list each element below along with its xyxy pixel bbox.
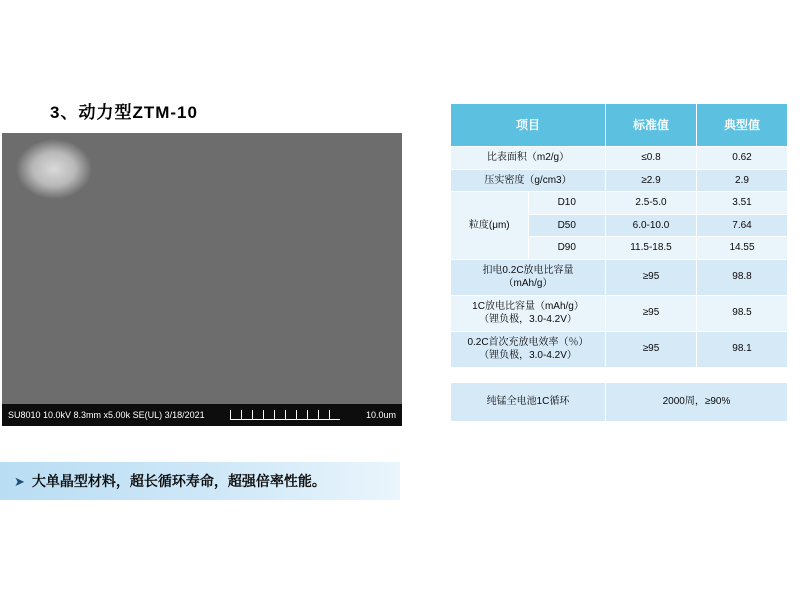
cell-name: 纯锰全电池1C循环 [451, 382, 606, 421]
cell-typical: 2.9 [697, 169, 788, 192]
cell-name-line2: （mAh/g） [503, 278, 553, 289]
cell-name-line1: 0.2C首次充放电效率（％） [467, 336, 589, 348]
cell-name: 比表面积（m2/g） [451, 147, 606, 170]
spec-table [450, 103, 788, 422]
spec-table-body [451, 147, 788, 422]
sem-micrograph-image [2, 133, 402, 426]
table-row [451, 295, 788, 331]
cell-value: 2000周，≥90% [606, 382, 788, 421]
table-header-row [451, 104, 788, 147]
highlight-callout-text: 大单晶型材料，超长循环寿命，超强倍率性能。 [31, 473, 326, 489]
cell-standard: ≥95 [606, 259, 697, 295]
page-title: 3、动力型ZTM-10 [50, 103, 198, 122]
col-header-typical: 典型值 [697, 104, 788, 147]
cell-standard: ≤0.8 [606, 147, 697, 170]
table-row [451, 169, 788, 192]
cell-name [451, 259, 606, 295]
cell-typical: 3.51 [697, 192, 788, 215]
sem-info-bar [2, 404, 402, 426]
table-row [451, 147, 788, 170]
cell-standard: ≥95 [606, 331, 697, 367]
cell-standard: ≥2.9 [606, 169, 697, 192]
sem-scale-label: 10.0um [365, 410, 396, 420]
cell-name-line2: （锂负极，3.0-4.2V） [479, 350, 577, 361]
cell-name [451, 331, 606, 367]
cell-name-line1: 扣电0.2C放电比容量 [482, 264, 574, 276]
cell-standard: 6.0-10.0 [606, 214, 697, 237]
cell-standard: ≥95 [606, 295, 697, 331]
left-column [0, 98, 410, 426]
table-spacer-row [451, 367, 788, 382]
spec-table-container [450, 103, 773, 422]
col-header-item: 项目 [451, 104, 606, 147]
spec-table-head [451, 104, 788, 147]
table-row-cycle [451, 382, 788, 421]
cell-sub-d50: D50 [528, 214, 606, 237]
spacer-cell [451, 367, 788, 382]
cell-sub-d90: D90 [528, 237, 606, 260]
cell-name-line1: 1C放电比容量（mAh/g） [472, 300, 584, 312]
table-row [451, 192, 788, 215]
col-header-standard: 标准值 [606, 104, 697, 147]
table-row [451, 331, 788, 367]
cell-name [451, 295, 606, 331]
cell-typical: 98.5 [697, 295, 788, 331]
cell-group-particle-size: 粒度(μm) [451, 192, 529, 260]
scale-ruler-icon [230, 410, 340, 420]
cell-typical: 7.64 [697, 214, 788, 237]
cell-typical: 98.8 [697, 259, 788, 295]
sem-info-text: SU8010 10.0kV 8.3mm x5.00k SE(UL) 3/18/2021 [8, 410, 205, 420]
cell-standard: 2.5-5.0 [606, 192, 697, 215]
cell-typical: 98.1 [697, 331, 788, 367]
arrow-right-icon: ➤ [14, 473, 25, 489]
cell-typical: 0.62 [697, 147, 788, 170]
cell-name-line2: （锂负极，3.0-4.2V） [479, 314, 577, 325]
cell-sub-d10: D10 [528, 192, 606, 215]
table-row [451, 259, 788, 295]
cell-name: 压实密度（g/cm3） [451, 169, 606, 192]
cell-standard: 11.5-18.5 [606, 237, 697, 260]
cell-typical: 14.55 [697, 237, 788, 260]
sem-particles-render [2, 133, 402, 426]
highlight-callout [0, 462, 400, 500]
